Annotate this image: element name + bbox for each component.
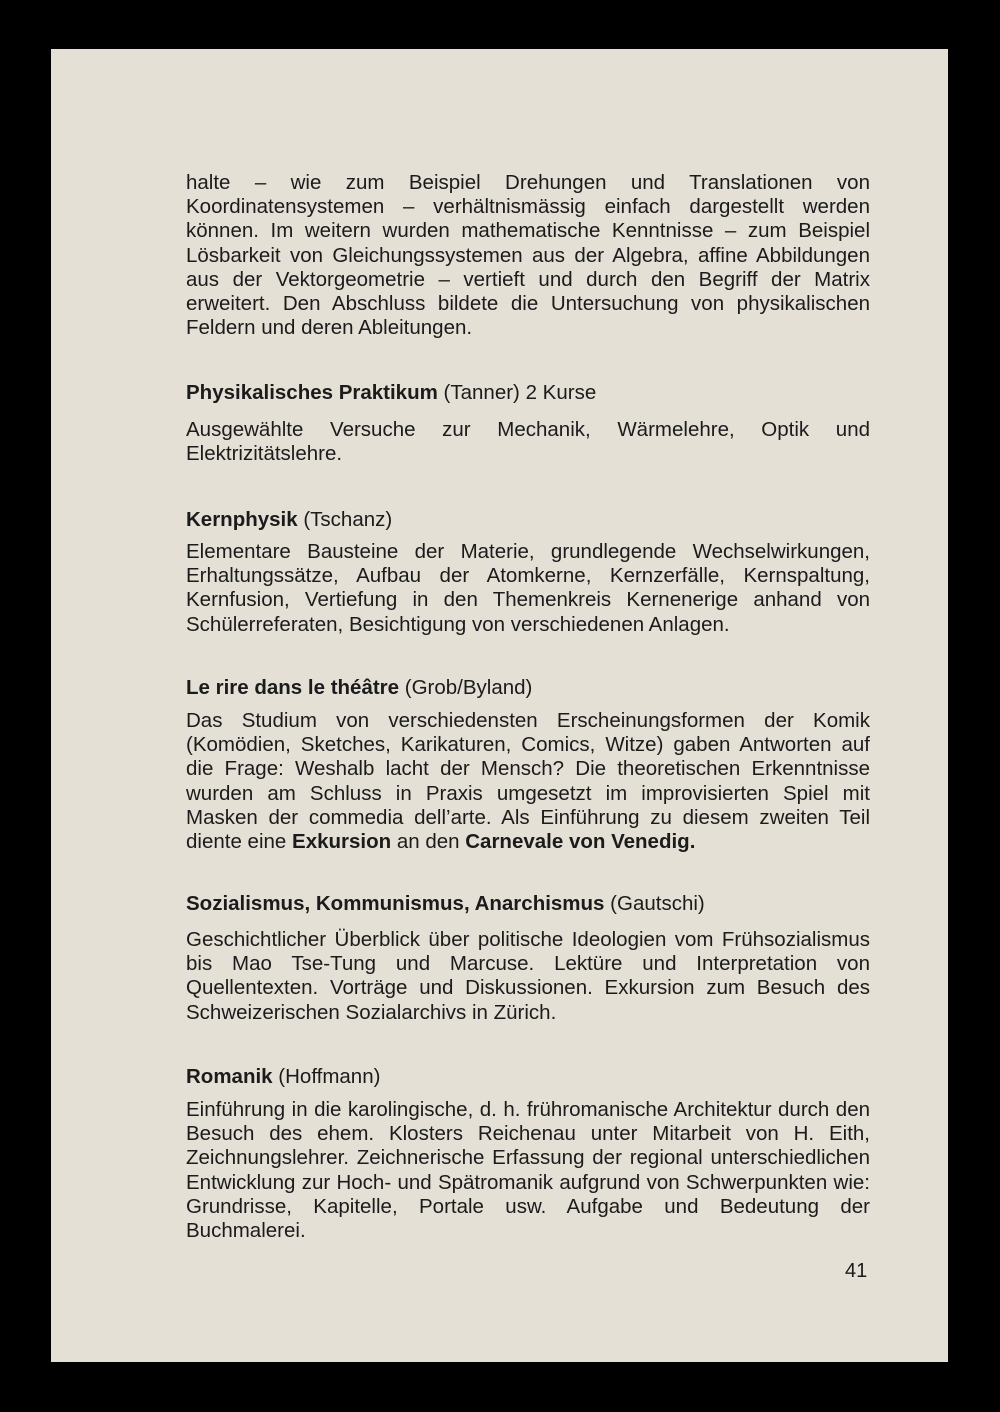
- intro-paragraph: halte – wie zum Beispiel Drehungen und Translationen von Koordinatensystemen – verhältnismässig einfach dargestellt werden können. Im weitern wurden mathematische Kenntnisse – zum Beispiel Lösbarkeit von Gleichungssystemen aus der Algebra, affine Abbildungen aus der Vektorgeometrie – vertieft und durch den Begriff der Matrix erweitert. Den Abschluss bildete die Untersuchung von physikalischen Feldern und deren Ableitungen.: [186, 171, 870, 340]
- section-meta: (Gautschi): [610, 892, 705, 915]
- section-meta: (Grob/Byland): [404, 676, 533, 699]
- section-heading-romanik: [186, 1065, 886, 1089]
- body-text: Das Studium von verschiedensten Erscheinungsformen der Komik (Komödien, Sketches, Karikaturen, Comics, Witze) gaben Antworten auf die Frage: Weshalb lacht der Mensch? Die theoretischen Erkenntnisse wurden am Schluss in Praxis umgesetzt im improvisierten Spiel mit Masken der commedia dell’arte. Als Einführung zu diesem zweiten Teil diente eine: [186, 709, 870, 854]
- body-text: an den: [396, 830, 460, 854]
- body-bold-carnevale: Carnevale von Venedig.: [465, 830, 696, 854]
- section-meta: (Tschanz): [303, 508, 393, 531]
- section-body-kernphysik: Elementare Bausteine der Materie, grundlegende Wechselwirkungen, Erhaltungssätze, Aufbau der Atomkerne, Kernzerfälle, Kernspaltung, Kernfusion, Vertiefung in den Themenkreis Kernenerige anhand von Schülerreferaten, Besichtigung von verschiedenen Anlagen.: [186, 540, 870, 636]
- section-body-romanik: Einführung in die karolingische, d. h. frühromanische Architektur durch den Besuch des ehem. Klosters Reichenau unter Mitarbeit von H. Eith, Zeichnungslehrer. Zeichnerische Erfassung der regional unterschiedlichen Entwicklung zur Hoch- und Spätromanik aufgrund von Schwerpunkten wie: Grundrisse, Kapitelle, Portale usw. Aufgabe und Bedeutung der Buchmalerei.: [186, 1098, 870, 1243]
- section-heading-le-rire: [186, 676, 886, 700]
- document-page: [51, 49, 948, 1362]
- section-meta: (Tanner) 2 Kurse: [443, 381, 597, 404]
- section-heading-kernphysik: [186, 508, 886, 532]
- section-title: Romanik: [186, 1065, 273, 1088]
- section-title: Kernphysik: [186, 508, 298, 531]
- section-heading-sozialismus: [186, 892, 886, 916]
- section-body-sozialismus: Geschichtlicher Überblick über politische Ideologien vom Frühsozialismus bis Mao Tse-Tung und Marcuse. Lektüre und Interpretation von Quellentexten. Vorträge und Diskussionen. Exkursion zum Besuch des Schweizerischen Sozialarchivs in Zürich.: [186, 928, 870, 1024]
- section-heading-praktikum: [186, 381, 886, 405]
- body-bold-exkursion: Exkursion: [292, 830, 392, 854]
- section-body-le-rire: [186, 709, 870, 854]
- section-title: Le rire dans le théâtre: [186, 676, 400, 699]
- section-title: Physikalisches Praktikum: [186, 381, 438, 404]
- section-body-praktikum: Ausgewählte Versuche zur Mechanik, Wärmelehre, Optik und Elektrizitätslehre.: [186, 418, 870, 466]
- section-meta: (Hoffmann): [278, 1065, 381, 1088]
- section-title: Sozialismus, Kommunismus, Anarchismus: [186, 892, 605, 915]
- page-number: 41: [845, 1260, 868, 1282]
